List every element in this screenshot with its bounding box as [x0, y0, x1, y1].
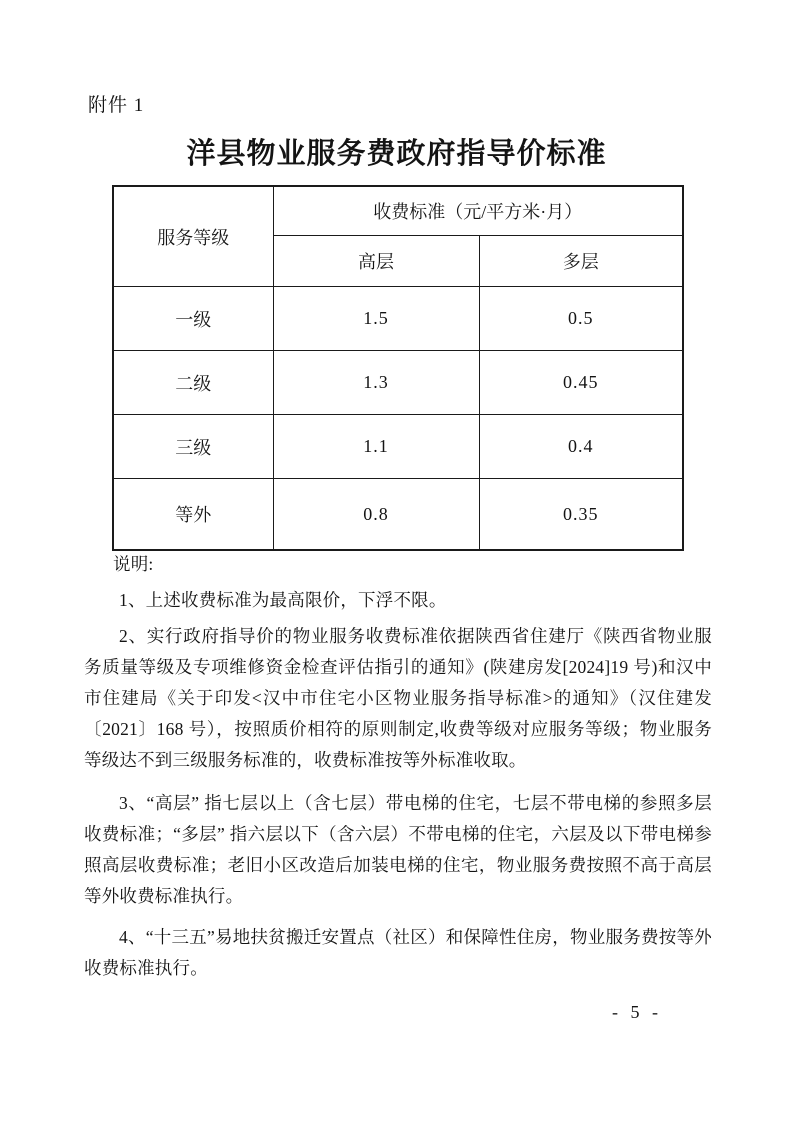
high-rise-price-cell: 1.5	[273, 287, 479, 351]
attachment-label: 附件 1	[88, 95, 145, 116]
page-title: 洋县物业服务费政府指导价标准	[186, 138, 607, 170]
multi-story-price-cell: 0.4	[479, 415, 683, 479]
notes-section	[84, 549, 712, 989]
level-cell: 三级	[113, 415, 273, 479]
table-row-level-3	[113, 415, 683, 479]
note-item-2: 2、实行政府指导价的物业服务收费标准依据陕西省住建厅《陕西省物业服务质量等级及专项维修资金检查评估指引的通知》(陕建房发[2024]19 号)和汉中市住建局《关于印发<汉中市住宅小区物业服务指导标准>的通知》（汉住建发〔2021〕168 号），按照质价相符的原则制定,收费等级对应服务等级；物业服务等级达不到三级服务标准的，收费标准按等外标准收取。	[84, 626, 712, 770]
multi-story-price-cell: 0.45	[479, 351, 683, 415]
high-rise-price-cell: 0.8	[273, 479, 479, 551]
notes-heading: 说明:	[113, 554, 154, 574]
table-row-level-2	[113, 351, 683, 415]
multi-story-price-cell: 0.5	[479, 287, 683, 351]
page-number: - 5 -	[612, 1002, 662, 1022]
high-rise-price-cell: 1.1	[273, 415, 479, 479]
level-cell: 等外	[113, 479, 273, 551]
note-item-1: 1、上述收费标准为最高限价，下浮不限。	[119, 590, 447, 610]
high-rise-price-cell: 1.3	[273, 351, 479, 415]
note-item-3: 3、“高层” 指七层以上（含七层）带电梯的住宅，七层不带电梯的参照多层收费标准；“多层” 指六层以下（含六层）不带电梯的住宅，六层及以下带电梯参照高层收费标准；老旧小区改造后加装电梯的住宅，物业服务费按照不高于高层等外收费标准执行。	[84, 793, 712, 906]
table-row-level-1	[113, 287, 683, 351]
subheader-multi-story: 多层	[479, 236, 683, 287]
table-header-row-1	[113, 186, 683, 236]
multi-story-price-cell: 0.35	[479, 479, 683, 551]
level-cell: 一级	[113, 287, 273, 351]
group-header-fee-standard: 收费标准（元/平方米·月）	[273, 186, 683, 236]
subheader-high-rise: 高层	[273, 236, 479, 287]
level-cell: 二级	[113, 351, 273, 415]
corner-header-service-level: 服务等级	[113, 186, 273, 287]
price-table	[112, 185, 684, 551]
table-row-substandard	[113, 479, 683, 551]
note-item-4: 4、“十三五”易地扶贫搬迁安置点（社区）和保障性住房，物业服务费按等外收费标准执行。	[84, 927, 712, 978]
